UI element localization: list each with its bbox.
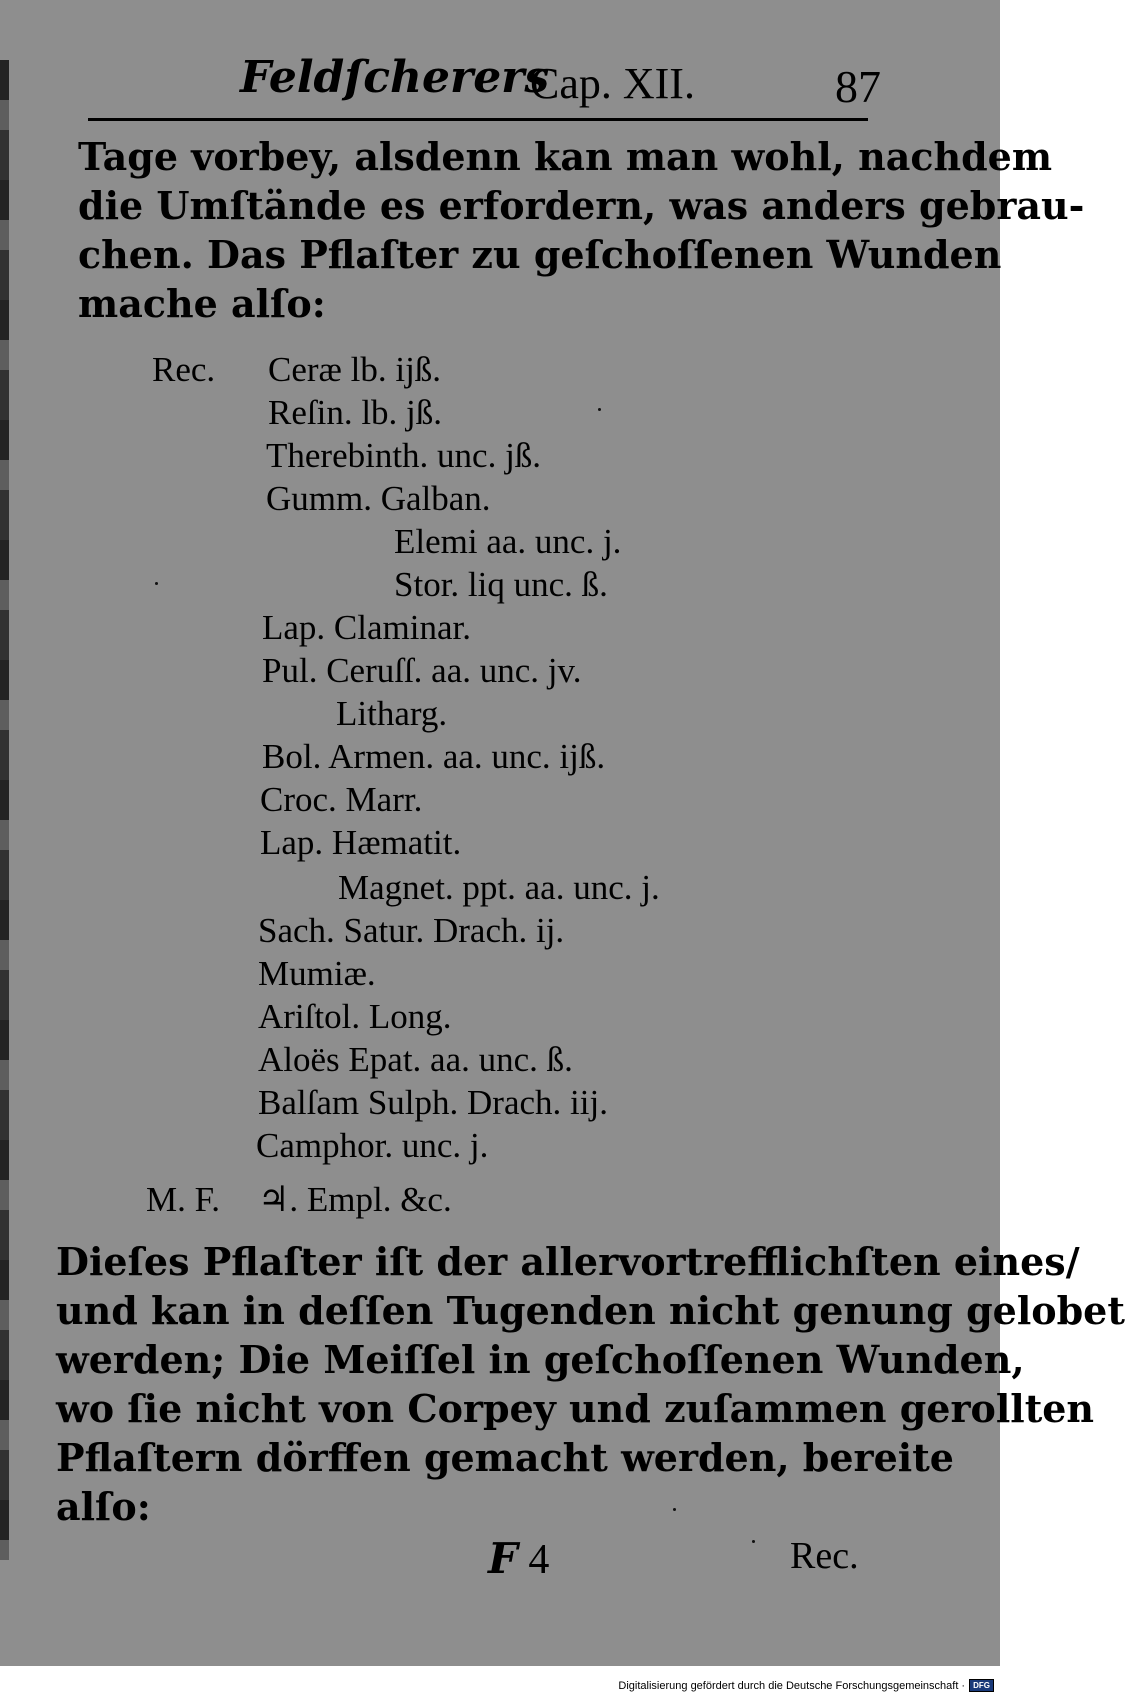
catchword: Rec. [790,1535,859,1577]
dfg-logo: DFG [969,1679,994,1692]
recipe-rec-label: Rec. [152,350,216,389]
header-rule [88,118,868,121]
recipe-line: Elemi aa. unc. j. [394,522,622,561]
text-line: Dieſes Pflaſter iſt der allervortrefflichſten eines/ [56,1239,1080,1284]
recipe-line: Lap. Claminar. [262,608,471,647]
recipe-mf-label: M. F. [146,1180,221,1219]
recipe-line: Balſam Sulph. Drach. iij. [258,1083,608,1122]
recipe-mf-text: ♃. Empl. &c. [258,1180,452,1219]
text-line: mache alſo: [78,281,326,326]
running-title: Feldſcherers [240,52,550,103]
text-line: und kan in deſſen Tugenden nicht genung gelobet [56,1288,1125,1333]
signature-number: 4 [528,1537,550,1583]
recipe-line: Camphor. unc. j. [256,1126,489,1165]
page-edge-shadow [0,60,9,1560]
recipe-line: Therebinth. unc. jß. [266,436,542,475]
page-header [240,52,880,112]
recipe-line: Stor. liq unc. ß. [394,565,608,604]
text-line: werden; Die Meiſſel in geſchoſſenen Wunden, [56,1337,1025,1382]
recipe-line: Litharg. [336,694,448,733]
paragraph-intro [78,132,1085,328]
text-line: wo ſie nicht von Corpey und zuſammen gerollten [56,1386,1095,1431]
recipe-line: Bol. Armen. aa. unc. ijß. [262,737,606,776]
paragraph-commentary [56,1237,1125,1531]
text-line: Tage vorbey, alsdenn kan man wohl, nachdem [78,134,1053,179]
recipe-line: Ariſtol. Long. [258,997,452,1036]
text-line: alſo: [56,1484,151,1529]
signature-mark [488,1534,549,1584]
ink-speck [155,582,158,585]
signature-letter: F [488,1534,518,1583]
recipe-line: Reſin. lb. jß. [268,393,443,432]
text-line: die Umſtände es erfordern, was anders gebrau- [78,183,1085,228]
recipe-line: Aloës Epat. aa. unc. ß. [258,1040,573,1079]
credit-text: Digitalisierung gefördert durch die Deutsche Forschungsgemeinschaft · [618,1679,966,1692]
ink-speck [598,408,601,411]
recipe-line: Mumiæ. [258,954,376,993]
recipe-line: Ceræ lb. ijß. [268,350,442,389]
recipe-line: Sach. Satur. Drach. ij. [258,911,565,950]
digitization-credit [618,1679,994,1692]
text-line: chen. Das Pflaſter zu geſchoſſenen Wunden [78,232,1002,277]
recipe-line: Pul. Ceruſſ. aa. unc. jv. [262,651,582,690]
recipe-line: Lap. Hæmatit. [260,823,462,862]
recipe-line: Gumm. Galban. [266,479,491,518]
page-number: 87 [835,61,881,112]
recipe-line: Croc. Marr. [260,780,423,819]
ink-speck [752,1540,755,1543]
recipe-line: Magnet. ppt. aa. unc. j. [338,868,660,907]
chapter-label: Cap. XII. [530,59,695,108]
text-line: Pflaſtern dörffen gemacht werden, bereite [56,1435,954,1480]
